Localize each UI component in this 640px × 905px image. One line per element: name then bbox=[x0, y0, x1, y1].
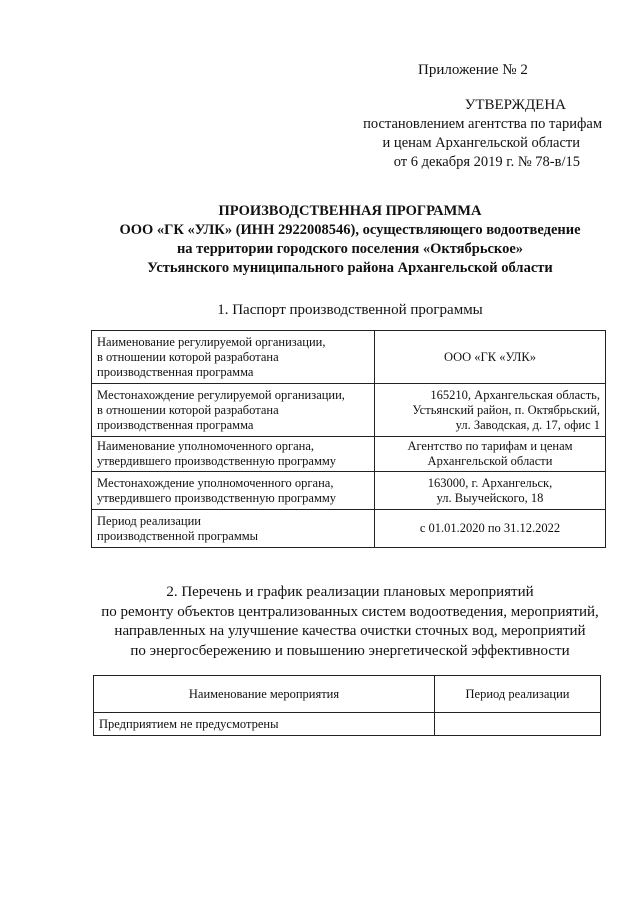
cell-line: утвердившего производственную программу bbox=[97, 454, 337, 468]
section2-heading bbox=[60, 583, 640, 661]
column-header: Наименование мероприятия bbox=[94, 676, 435, 713]
column-header: Период реализации bbox=[435, 676, 601, 713]
table-cell-value bbox=[375, 472, 606, 510]
table-cell-value bbox=[375, 510, 606, 548]
cell-line: утвердившего производственную программу bbox=[97, 490, 337, 505]
title-line: Устьянского муниципального района Архангельской области bbox=[147, 260, 553, 276]
cell-line: Наименование уполномоченного органа, bbox=[97, 439, 314, 453]
appendix-number: Приложение № 2 bbox=[418, 62, 528, 78]
table-cell bbox=[435, 713, 601, 736]
table-cell-label bbox=[92, 510, 375, 548]
table-cell-label bbox=[92, 384, 375, 437]
passport-table bbox=[91, 330, 606, 548]
cell-line: Агентство по тарифам и ценам bbox=[407, 439, 573, 453]
cell-line: ул. Выучейского, 18 bbox=[436, 490, 544, 505]
cell-line: Местонахождение уполномоченного органа, bbox=[97, 475, 334, 490]
table-header-row bbox=[94, 676, 601, 713]
approved-line: постановлением агентства по тарифам bbox=[363, 116, 602, 132]
table-cell-value bbox=[375, 437, 606, 472]
approved-line: и ценам Архангельской области bbox=[382, 135, 580, 151]
title-line: ООО «ГК «УЛК» (ИНН 2922008546), осуществляющего водоотведение bbox=[119, 222, 581, 238]
heading-line: по ремонту объектов централизованных систем водоотведения, мероприятий, bbox=[101, 603, 599, 620]
cell-line: 165210, Архангельская область, bbox=[430, 387, 600, 402]
table-cell-label bbox=[92, 437, 375, 472]
table-cell: Предприятием не предусмотрены bbox=[94, 713, 435, 736]
cell-line: ООО «ГК «УЛК» bbox=[444, 349, 536, 364]
table-row bbox=[92, 384, 606, 437]
cell-line: ул. Заводская, д. 17, офис 1 bbox=[455, 417, 600, 432]
table-cell-value bbox=[375, 331, 606, 384]
heading-line: направленных на улучшение качества очистки сточных вод, мероприятий bbox=[114, 623, 586, 639]
cell-line: Наименование регулируемой организации, bbox=[97, 334, 326, 349]
heading-line: 2. Перечень и график реализации плановых мероприятий bbox=[166, 584, 534, 600]
cell-line: Архангельской области bbox=[427, 454, 553, 468]
table-row bbox=[92, 331, 606, 384]
approved-title: УТВЕРЖДЕНА bbox=[464, 97, 566, 113]
cell-line: Устьянский район, п. Октябрьский, bbox=[412, 402, 600, 417]
table-row bbox=[92, 472, 606, 510]
cell-line: производственная программа bbox=[97, 417, 254, 432]
cell-line: в отношении которой разработана bbox=[97, 402, 279, 417]
table-cell-value bbox=[375, 384, 606, 437]
program-title bbox=[40, 202, 640, 278]
cell-line: Период реализации bbox=[97, 513, 201, 528]
section1-heading: 1. Паспорт производственной программы bbox=[217, 302, 483, 318]
approved-line: от 6 декабря 2019 г. № 78-в/15 bbox=[393, 154, 580, 170]
table-cell-label bbox=[92, 472, 375, 510]
table-row bbox=[92, 510, 606, 548]
cell-line: производственная программа bbox=[97, 364, 254, 379]
cell-line: 163000, г. Архангельск, bbox=[427, 475, 553, 490]
table-row bbox=[92, 437, 606, 472]
cell-line: с 01.01.2020 по 31.12.2022 bbox=[419, 521, 561, 535]
heading-line: по энергосбережению и повышению энергетической эффективности bbox=[130, 642, 570, 659]
table-row bbox=[94, 713, 601, 736]
title-line: ПРОИЗВОДСТВЕННАЯ ПРОГРАММА bbox=[218, 203, 482, 219]
title-line: на территории городского поселения «Октябрьское» bbox=[176, 241, 524, 257]
approval-block bbox=[302, 96, 602, 172]
cell-line: в отношении которой разработана bbox=[97, 349, 279, 364]
table-cell-label bbox=[92, 331, 375, 384]
cell-line: Местонахождение регулируемой организации, bbox=[97, 387, 345, 402]
events-table bbox=[93, 675, 601, 736]
cell-line: производственной программы bbox=[97, 528, 259, 543]
